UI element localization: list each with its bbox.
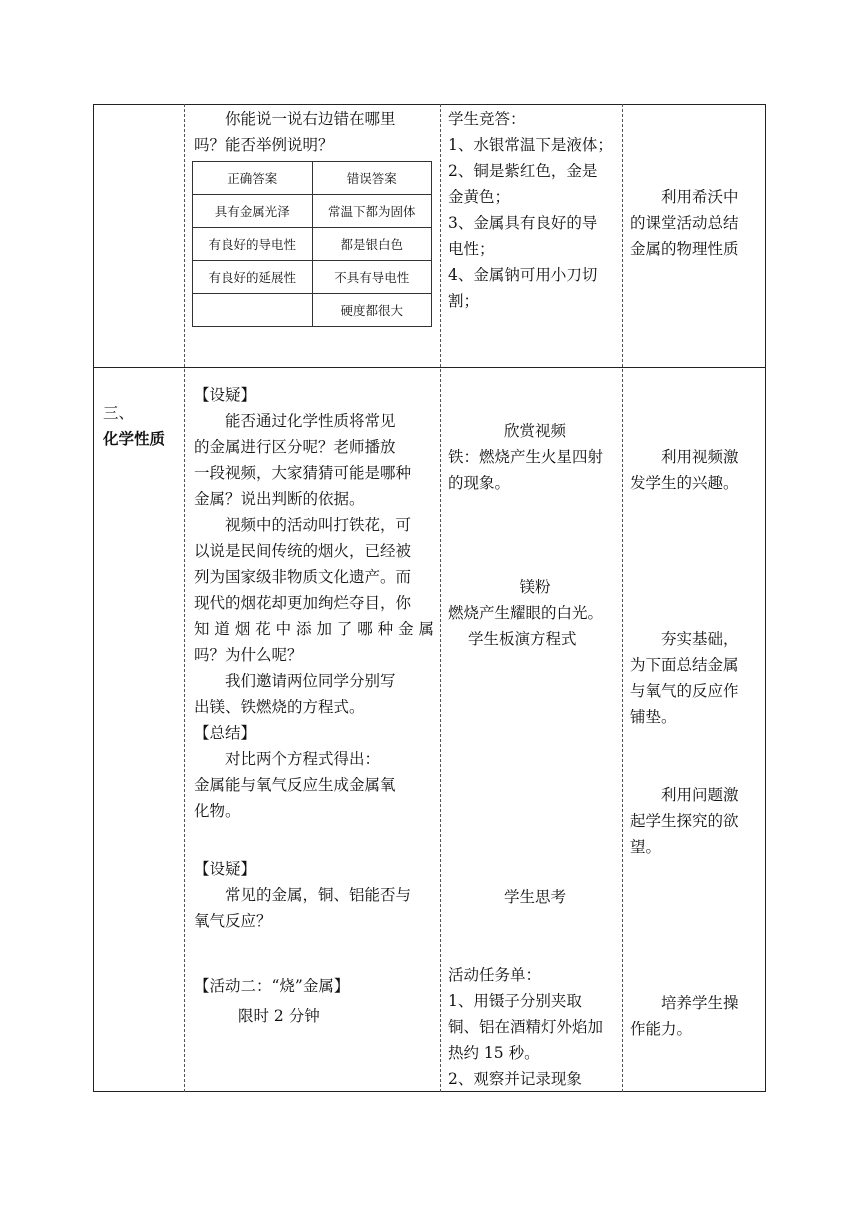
row2-task-sheet: 活动任务单： 1、用镊子分别夹取 铜、铝在酒精灯外焰加 热约 15 秒。 2、观察并记录现象 (448, 966, 604, 1088)
row2-intent-operation: 培养学生操 作能力。 (630, 994, 739, 1038)
row2-video-observation: 欣赏视频 铁：燃烧产生火星四射 的现象。 (448, 422, 604, 492)
table-cell: 具有金属光泽 (193, 195, 313, 228)
row2-magnesium-observation: 镁粉 燃烧产生耀眼的白光。 学生板演方程式 (448, 578, 604, 648)
row-divider (93, 367, 766, 368)
column-divider-2 (440, 104, 441, 1092)
table-row (193, 195, 432, 228)
row2-student-thinking: 学生思考 (503, 888, 566, 906)
table-cell: 有良好的延展性 (193, 261, 313, 294)
row1-student-activity: 学生竞答： 1、水银常温下是液体； 2、铜是紫红色，金是 金黄色； 3、金属具有良好的导 电性； 4、金属钠可用小刀切 割； (448, 110, 613, 310)
row2-activity-2: 【活动二：“烧”金属】 限时 2 分钟 (194, 977, 350, 1025)
row2-intent-inquiry: 利用问题激 起学生探究的欲 望。 (630, 786, 739, 856)
row2-intent-video: 利用视频激 发学生的兴趣。 (630, 448, 739, 492)
table-header-cell: 正确答案 (193, 162, 313, 195)
table-row (193, 228, 432, 261)
table-header-cell: 错误答案 (312, 162, 432, 195)
row1-design-intent: 利用希沃中 的课堂活动总结 金属的物理性质 (630, 188, 739, 258)
column-divider-3 (622, 104, 623, 1092)
row2-teacher-activity: 【设疑】 能否通过化学性质将常见 的金属进行区分呢？老师播放 一段视频，大家猜猜可能是哪种 金属？说出判断的依据。 视频中的活动叫打铁花，可 以说是民间传统的烟火，已经被 列为国家级非物质文化遗产。而 现代的烟花却更加绚烂夺目，你 知道烟花中添加了哪种金属 吗？为什么呢？ 我们邀请两位同学分别写 出镁、铁燃烧的方程式。 【总结】 对比两个方程式得出： 金属能与氧气反应生成金属氧 化物。 (194, 386, 434, 820)
table-cell: 硬度都很大 (312, 294, 432, 327)
section-heading: 三、 化学性质 (103, 404, 166, 448)
table-row (193, 261, 432, 294)
answer-comparison-table (192, 161, 432, 327)
table-cell: 有良好的导电性 (193, 228, 313, 261)
row2-question-2: 【设疑】 常见的金属，铜、铝能否与 氧气反应？ (194, 860, 412, 930)
table-header-row (193, 162, 432, 195)
column-divider-1 (184, 104, 185, 1092)
row2-intent-foundation: 夯实基础， 为下面总结金属 与氧气的反应作 铺垫。 (630, 630, 739, 726)
row1-question: 你能说一说右边错在哪里 吗？能否举例说明？ (194, 110, 396, 154)
table-cell (193, 294, 313, 327)
table-cell: 常温下都为固体 (312, 195, 432, 228)
table-cell: 不具有导电性 (312, 261, 432, 294)
table-cell: 都是银白色 (312, 228, 432, 261)
table-row (193, 294, 432, 327)
